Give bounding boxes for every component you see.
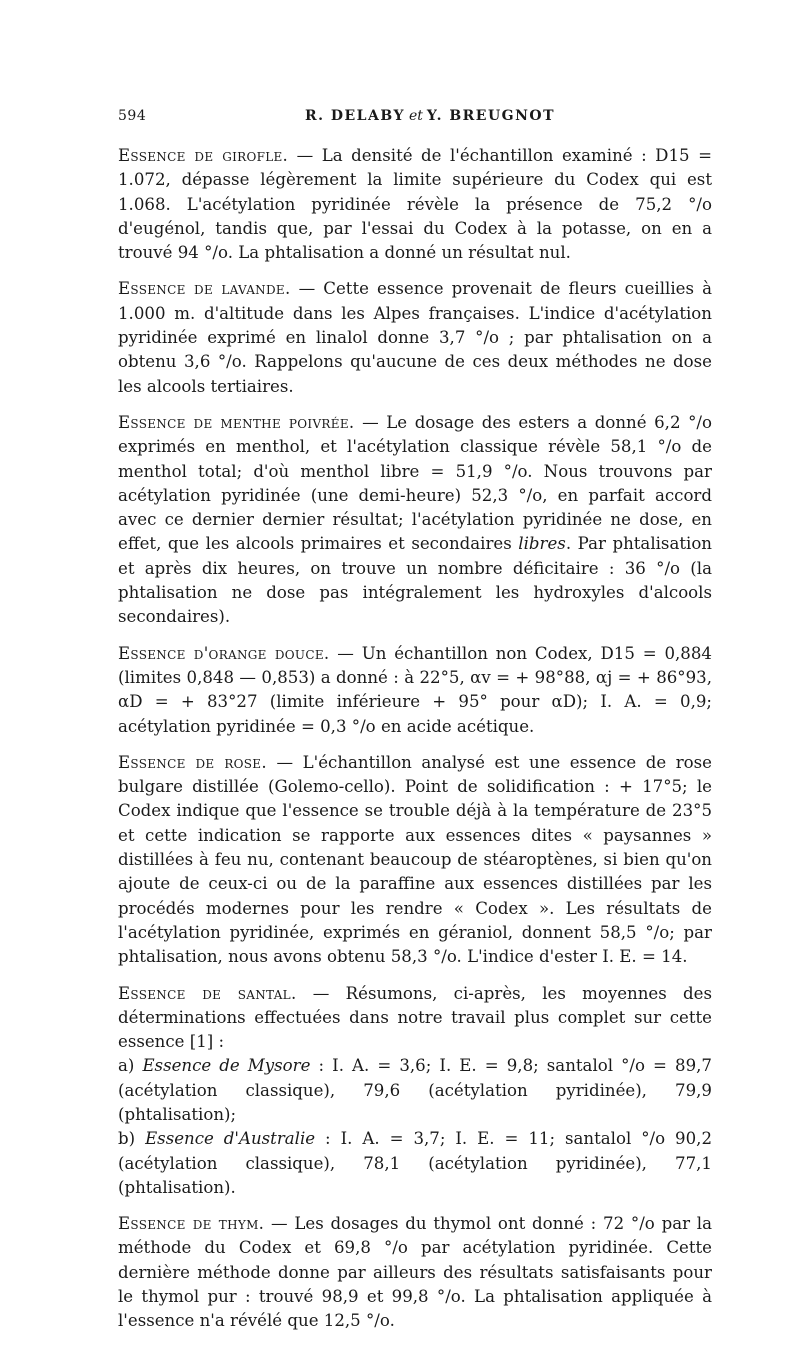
paragraph-menthe bbox=[118, 411, 712, 630]
text-orange: — Un échantillon non Codex, D15 = 0,884 (limites 0,848 — 0,853) a donné : à 22°5, αv = + 98°88, αj = + 86°93, αD = + 83°27 (limite inférieure + 95° pour αD); I. A. = 0,9; acétylation pyridinée = 0,3 °/o en acide acétique. bbox=[118, 643, 712, 736]
santal-item-b-italic: Essence d'Australie bbox=[145, 1129, 316, 1149]
author-1: R. DELABY bbox=[304, 108, 405, 124]
santal-item-b-text: : I. A. = 3,7; I. E. = 11; santalol °/o 90,2 (acétylation classique), 78,1 (acétylation pyridinée), 77,1 (phtalisation). bbox=[118, 1129, 713, 1197]
heading-rose: Essence de rose. bbox=[118, 752, 267, 772]
page-number: 594 bbox=[118, 108, 147, 124]
text-girofle: — La densité de l'échantillon examiné : D15 = 1.072, dépasse légèrement la limite supérieure du Codex qui est 1.068. L'acétylation pyridinée révèle la présence de 75,2 °/o d'eugénol, tandis que, par l'essai du Codex à la potasse, on en a trouvé 94 °/o. La phtalisation a donné un résultat nul. bbox=[118, 146, 712, 263]
heading-orange: Essence d'orange douce. bbox=[118, 643, 330, 663]
article-body bbox=[118, 144, 712, 1346]
paragraph-thym bbox=[118, 1212, 712, 1333]
santal-item-a bbox=[118, 1054, 712, 1127]
santal-item-a-italic: Essence de Mysore bbox=[142, 1056, 311, 1076]
author-2: Y. BREUGNOT bbox=[426, 108, 556, 124]
santal-intro bbox=[118, 982, 712, 1055]
text-menthe-italic: libres bbox=[518, 534, 566, 554]
text-santal: — Résumons, ci-après, les moyennes des déterminations effectuées dans notre travail plus complet sur cette essence [1] : bbox=[118, 983, 712, 1052]
heading-thym: Essence de thym. bbox=[118, 1214, 265, 1234]
text-menthe-b: . Par phtalisation et après dix heures, on trouve un nombre déficitaire : 36 °/o (la phtalisation ne dose pas intégralement les hydroxyles d'alcools secondaires). bbox=[118, 534, 712, 627]
text-thym: — Les dosages du thymol ont donné : 72 °/o par la méthode du Codex et 69,8 °/o par acétylation pyridinée. Cette dernière méthode donne par ailleurs des résultats satisfaisants pour le thymol pur : trouvé 98,9 et 99,8 °/o. La phtalisation appliquée à l'essence n'a révélé que 12,5 °/o. bbox=[118, 1214, 712, 1331]
santal-item-a-label: a) bbox=[118, 1056, 143, 1076]
santal-item-b bbox=[118, 1127, 712, 1200]
santal-item-a-text: : I. A. = 3,6; I. E. = 9,8; santalol °/o = 89,7 (acétylation classique), 79,6 (acétylation pyridinée), 79,9 (phtalisation); bbox=[118, 1056, 712, 1124]
santal-item-b-label: b) bbox=[118, 1129, 146, 1149]
text-rose: — L'échantillon analysé est une essence de rose bulgare distillée (Golemo-cello). Point de solidification : + 17°5; le Codex indique que l'essence se trouble déjà à la température de 23°5 et cette indication se rapporte aux essences dites « paysannes » distillées à feu nu, contenant beaucoup de stéaroptènes, si bien qu'on ajoute de ceux-ci ou de la paraffine aux essences distillées par les procédés modernes pour les rendre « Codex ». Les résultats de l'acétylation pyridinée, exprimés en géraniol, donnent 58,5 °/o; par phtalisation, nous avons obtenu 58,3 °/o. L'indice d'ester I. E. = 14. bbox=[118, 752, 712, 967]
paragraph-orange bbox=[118, 642, 712, 739]
paragraph-santal bbox=[118, 982, 712, 1201]
heading-santal: Essence de santal. bbox=[118, 983, 297, 1003]
paragraph-girofle bbox=[118, 144, 712, 265]
text-menthe-a: — Le dosage des esters a donné 6,2 °/o exprimés en menthol, et l'acétylation classique révèle 58,1 °/o de menthol total; d'où menthol libre = 51,9 °/o. Nous trouvons par acétylation pyridinée (une demi-heure) 52,3 °/o, en parfait accord avec ce dernier dernier résultat; l'acétylation pyridinée ne dose, en effet, que les alcools primaires et secondaires bbox=[118, 412, 712, 554]
heading-lavande: Essence de lavande. bbox=[118, 279, 291, 299]
running-header bbox=[118, 108, 712, 124]
paragraph-rose bbox=[118, 751, 712, 970]
heading-menthe: Essence de menthe poivrée. bbox=[118, 412, 355, 432]
paragraph-lavande bbox=[118, 277, 712, 398]
text-lavande: — Cette essence provenait de fleurs cueillies à 1.000 m. d'altitude dans les Alpes françaises. L'indice d'acétylation pyridinée exprimé en linalol donne 3,7 °/o ; par phtalisation on a obtenu 3,6 °/o. Rappelons qu'aucune de ces deux méthodes ne dose les alcools tertiaires. bbox=[118, 279, 712, 396]
authors bbox=[168, 108, 712, 124]
heading-girofle: Essence de girofle. bbox=[118, 146, 289, 165]
author-conjunction: et bbox=[408, 108, 423, 124]
